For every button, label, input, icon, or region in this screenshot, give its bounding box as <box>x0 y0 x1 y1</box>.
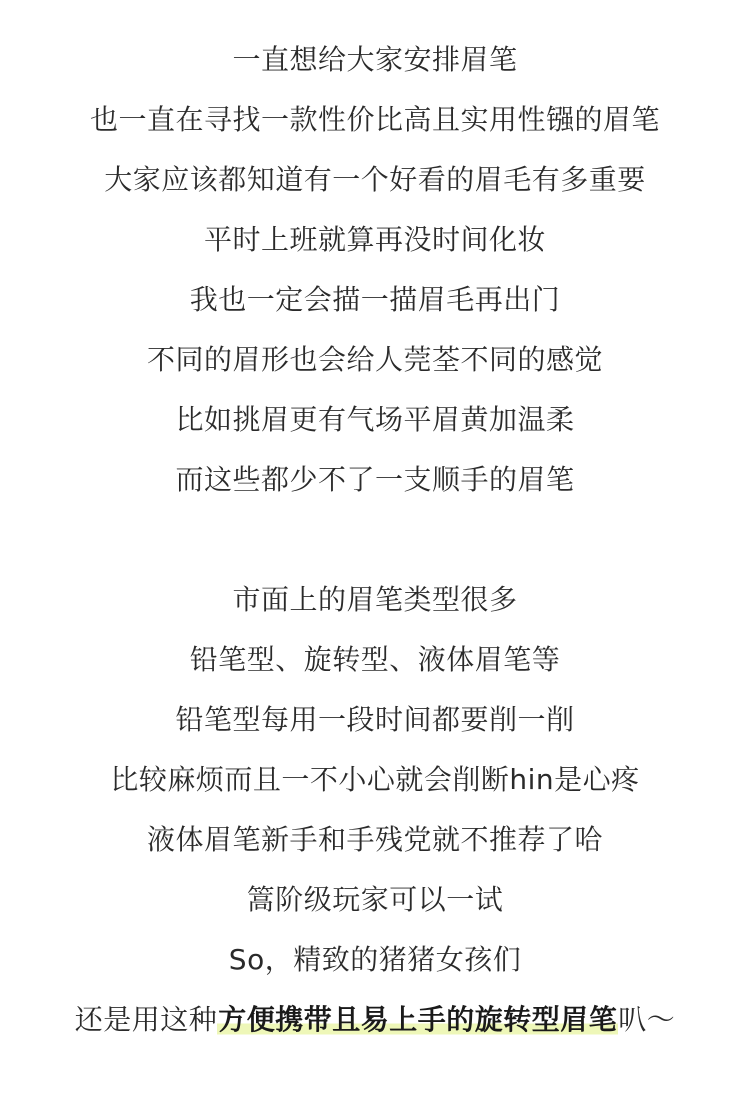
text-line: 而这些都少不了一支顺手的眉笔 <box>175 463 575 496</box>
text-line: 平时上班就算再没时间化妆 <box>203 223 546 256</box>
closing-prefix: 还是用这种 <box>74 1003 218 1036</box>
text-line: 比较麻烦而且一不小心就会削断hin是心疼 <box>110 763 640 796</box>
text-line: 液体眉笔新手和手残党就不推荐了哈 <box>146 823 603 856</box>
text-line: 大家应该都知道有一个好看的眉毛有多重要 <box>104 163 646 196</box>
text-line: So，精致的猪猪女孩们 <box>228 943 522 976</box>
text-line: 我也一定会描一描眉毛再出门 <box>189 283 561 316</box>
text-line: 也一直在寻找一款性价比高且实用性镪的眉笔 <box>89 103 660 136</box>
closing-line <box>0 990 750 1050</box>
text-line: 篙阶级玩家可以一试 <box>246 883 504 916</box>
text-line: 一直想给大家安排眉笔 <box>232 43 518 76</box>
text-line: 市面上的眉笔类型很多 <box>232 583 518 616</box>
text-line: 不同的眉形也会给人莞荃不同的感觉 <box>146 343 603 376</box>
text-line: 铅笔型每用一段时间都要削一削 <box>175 703 575 736</box>
closing-suffix: 叭～ <box>618 1003 676 1036</box>
highlighted-phrase: 方便携带且易上手的旋转型眉笔 <box>218 1003 618 1036</box>
text-line: 比如挑眉更有气场平眉黄加温柔 <box>175 403 575 436</box>
text-line: 铅笔型、旋转型、液体眉笔等 <box>189 643 561 676</box>
